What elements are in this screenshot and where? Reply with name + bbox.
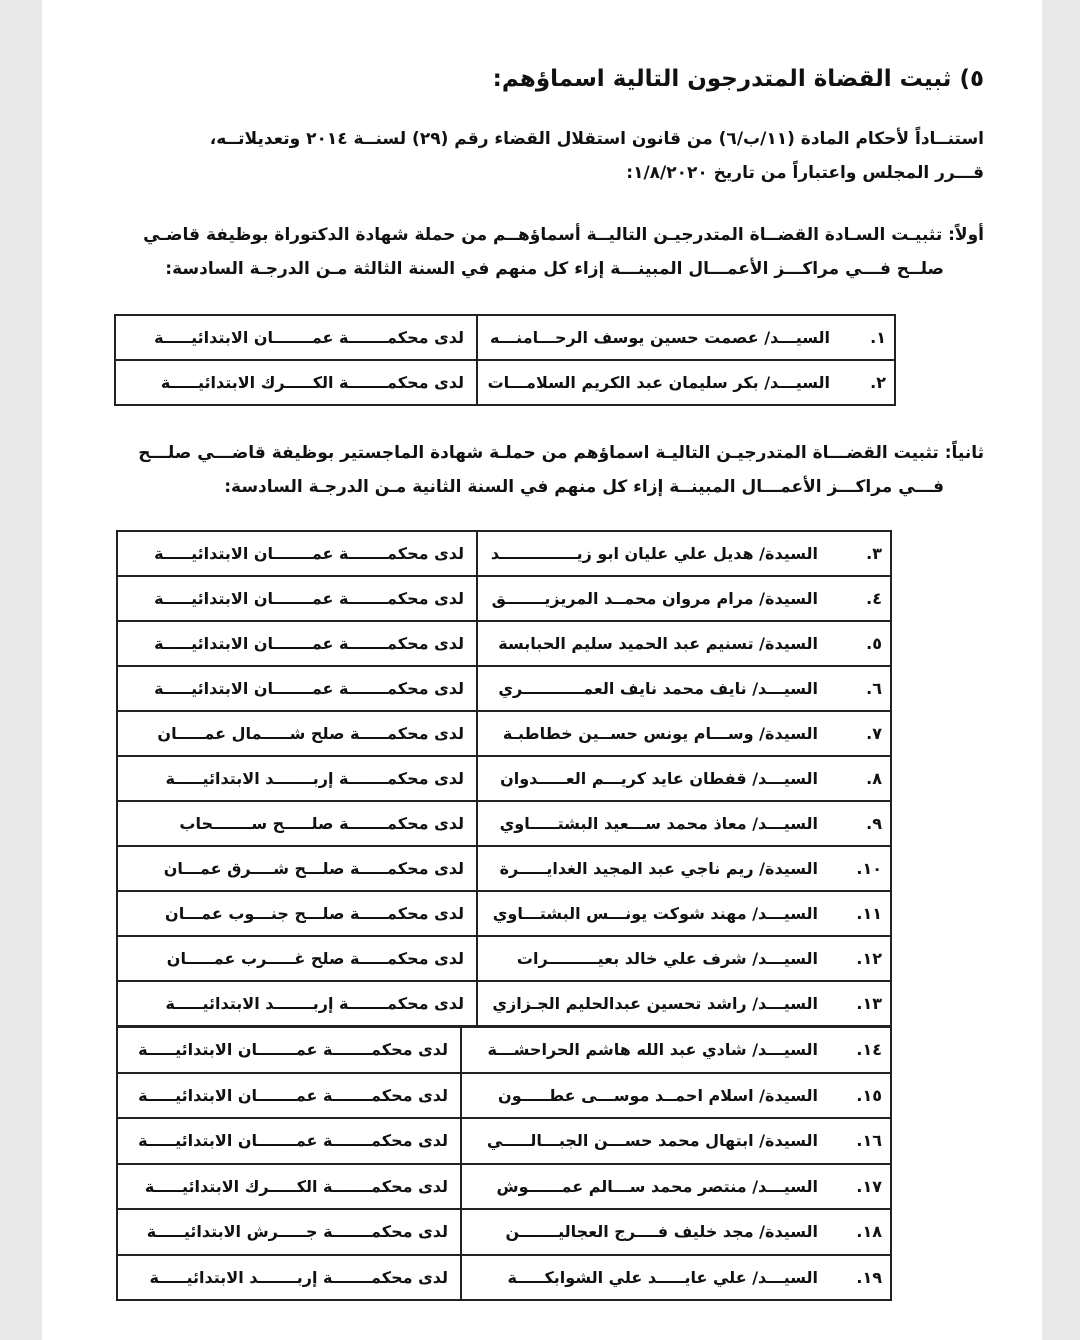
court-assignment: لدى محكمـــــــة عمـــــــان الابتدائيـــــة: [117, 576, 477, 621]
section-second-line-2: فـــي مراكـــز الأعمـــال المبينــة إزاء كل منهم في السنة الثانية مـن الدرجـة السادسة:: [224, 477, 944, 497]
table-row: [117, 1209, 891, 1255]
table-row: [117, 756, 891, 801]
judge-name: السيـــد/ شادي عبد الله هاشم الحراحشـــة: [461, 1027, 830, 1073]
masters-judges-table: [116, 530, 892, 1027]
court-assignment: لدى محكمـــــة صلـــح جنـــوب عمـــان: [117, 891, 477, 936]
table-row: [117, 621, 891, 666]
table-row: [117, 891, 891, 936]
court-assignment: لدى محكمـــــــة إربـــــــد الابتدائيـــــة: [117, 981, 477, 1026]
row-number: ٣.: [830, 531, 891, 576]
judge-name: السيـــد/ بكر سليمان عبد الكريم السلامـــات: [477, 360, 842, 405]
intro-line-2: قـــرر المجلس واعتباراً من تاريخ ١/٨/٢٠٢٠:: [626, 163, 984, 183]
row-number: ٤.: [830, 576, 891, 621]
row-number: ٩.: [830, 801, 891, 846]
row-number: ٨.: [830, 756, 891, 801]
court-assignment: لدى محكمـــــــة إربـــــــد الابتدائيـــــة: [117, 756, 477, 801]
table-row: [115, 360, 895, 405]
intro-line-1: استنــاداً لأحكام المادة (١١/ب/٦) من قانون استقلال القضاء رقم (٢٩) لسنــة ٢٠١٤ وتعديلاتــه،: [209, 129, 984, 149]
judge-name: السيـــد/ مهند شوكت يونـــس البشتـــاوي: [477, 891, 830, 936]
court-assignment: لدى محكمـــــــة عمـــــــان الابتدائيـــــة: [117, 666, 477, 711]
court-assignment: لدى محكمـــــــة جـــــرش الابتدائيـــــة: [117, 1209, 461, 1255]
judge-name: السيـــد/ منتصر محمد ســـالم عمــــــوش: [461, 1164, 830, 1210]
court-assignment: لدى محكمـــــة صلح شـــــمال عمـــــان: [117, 711, 477, 756]
judge-name: السيـــد/ علي عايـــــد علي الشوابكـــــة: [461, 1255, 830, 1301]
court-assignment: لدى محكمـــــة صلح غـــــرب عمـــــان: [117, 936, 477, 981]
section-first-paragraph: [116, 218, 984, 286]
table-row: [117, 1027, 891, 1073]
doctorate-judges-table: [114, 314, 896, 406]
row-number: ١٤.: [830, 1027, 891, 1073]
judge-name: السيـــد/ عصمت حسين يوسف الرحـــامنـــه: [477, 315, 842, 360]
judge-name: السيـــد/ شرف علي خالد بعيـــــــــرات: [477, 936, 830, 981]
row-number: ٦.: [830, 666, 891, 711]
judge-name: السيدة/ مرام مروان محمــد المريزيـــــــق: [477, 576, 830, 621]
judge-name: السيدة/ تسنيم عبد الحميد سليم الحبابسة: [477, 621, 830, 666]
court-assignment: لدى محكمـــــــة الكـــــرك الابتدائيـــــة: [115, 360, 477, 405]
table-row: [117, 1073, 891, 1119]
judge-name: السيـــد/ قفطان عايد كريـــم العـــــدوان: [477, 756, 830, 801]
row-number: ١٧.: [830, 1164, 891, 1210]
row-number: ١٨.: [830, 1209, 891, 1255]
row-number: ١٢.: [830, 936, 891, 981]
table-row: [117, 711, 891, 756]
section-first-line-2: صلــح فـــي مراكـــز الأعمـــال المبينـــة إزاء كل منهم في السنة الثالثة مـن الدرجـة السادسة:: [165, 259, 944, 279]
row-number: ١٠.: [830, 846, 891, 891]
judge-name: السيـــد/ نايف محمد نايف العمـــــــــــري: [477, 666, 830, 711]
judge-name: السيدة/ اسلام احمــد موســـى عطـــــون: [461, 1073, 830, 1119]
section-second-paragraph: [116, 436, 984, 504]
intro-paragraph: [116, 122, 984, 190]
row-number: ١٦.: [830, 1118, 891, 1164]
row-number: ١.: [842, 315, 895, 360]
judge-name: السيـــد/ معاذ محمد ســـعيد البشتـــــاوي: [477, 801, 830, 846]
judge-name: السيدة/ مجد خليف فــــرج العجاليـــــــن: [461, 1209, 830, 1255]
row-number: ١١.: [830, 891, 891, 936]
section-second-line-1: ثانياً: تثبيت القضـــاة المتدرجيـن التاليـة اسماؤهم من حملـة شهادة الماجستير بوظيفة قاضـــي صلـــح: [138, 443, 984, 463]
row-number: ١٥.: [830, 1073, 891, 1119]
court-assignment: لدى محكمـــــــة عمـــــــان الابتدائيـــــة: [117, 531, 477, 576]
judge-name: السيدة/ هديل علي عليان ابو زيــــــــــــــد: [477, 531, 830, 576]
court-assignment: لدى محكمـــــــة صلـــــح ســـــــحاب: [117, 801, 477, 846]
table-row: [117, 801, 891, 846]
court-assignment: لدى محكمـــــــة عمـــــــان الابتدائيـــــة: [117, 1118, 461, 1164]
court-assignment: لدى محكمـــــة صلـــح شــــرق عمـــان: [117, 846, 477, 891]
court-assignment: لدى محكمـــــــة عمـــــــان الابتدائيـــــة: [115, 315, 477, 360]
judge-name: السيـــد/ راشد تحسين عبدالحليم الجـزازي: [477, 981, 830, 1026]
row-number: ٥.: [830, 621, 891, 666]
judge-name: السيدة/ ريم ناجي عبد المجيد الغدايـــــرة: [477, 846, 830, 891]
table-row: [117, 1255, 891, 1301]
table-row: [117, 1164, 891, 1210]
table-row: [117, 531, 891, 576]
court-assignment: لدى محكمـــــــة عمـــــــان الابتدائيـــــة: [117, 1073, 461, 1119]
court-assignment: لدى محكمـــــــة إربـــــــد الابتدائيـــــة: [117, 1255, 461, 1301]
masters-judges-table-continued: [116, 1026, 892, 1301]
court-assignment: لدى محكمـــــــة الكـــــرك الابتدائيـــــة: [117, 1164, 461, 1210]
table-row: [117, 846, 891, 891]
table-row: [117, 936, 891, 981]
table-row: [115, 315, 895, 360]
row-number: ١٩.: [830, 1255, 891, 1301]
table-row: [117, 576, 891, 621]
judge-name: السيدة/ ابتهال محمد حســـن الجبـــالـــــي: [461, 1118, 830, 1164]
table-row: [117, 1118, 891, 1164]
table-row: [117, 981, 891, 1026]
row-number: ٧.: [830, 711, 891, 756]
table-row: [117, 666, 891, 711]
court-assignment: لدى محكمـــــــة عمـــــــان الابتدائيـــــة: [117, 1027, 461, 1073]
court-assignment: لدى محكمـــــــة عمـــــــان الابتدائيـــــة: [117, 621, 477, 666]
section-heading: ٥) ثبيت القضاة المتدرجون التالية اسماؤهم:: [492, 66, 984, 92]
judge-name: السيدة/ وســـام يونس حســين خطاطبـة: [477, 711, 830, 756]
row-number: ٢.: [842, 360, 895, 405]
section-first-line-1: أولاً: تثبيـت السـادة القضــاة المتدرجيـن التاليــة أسماؤهــم من حملة شهادة الدكتوراة بوظيفة قاضـي: [143, 225, 984, 245]
row-number: ١٣.: [830, 981, 891, 1026]
